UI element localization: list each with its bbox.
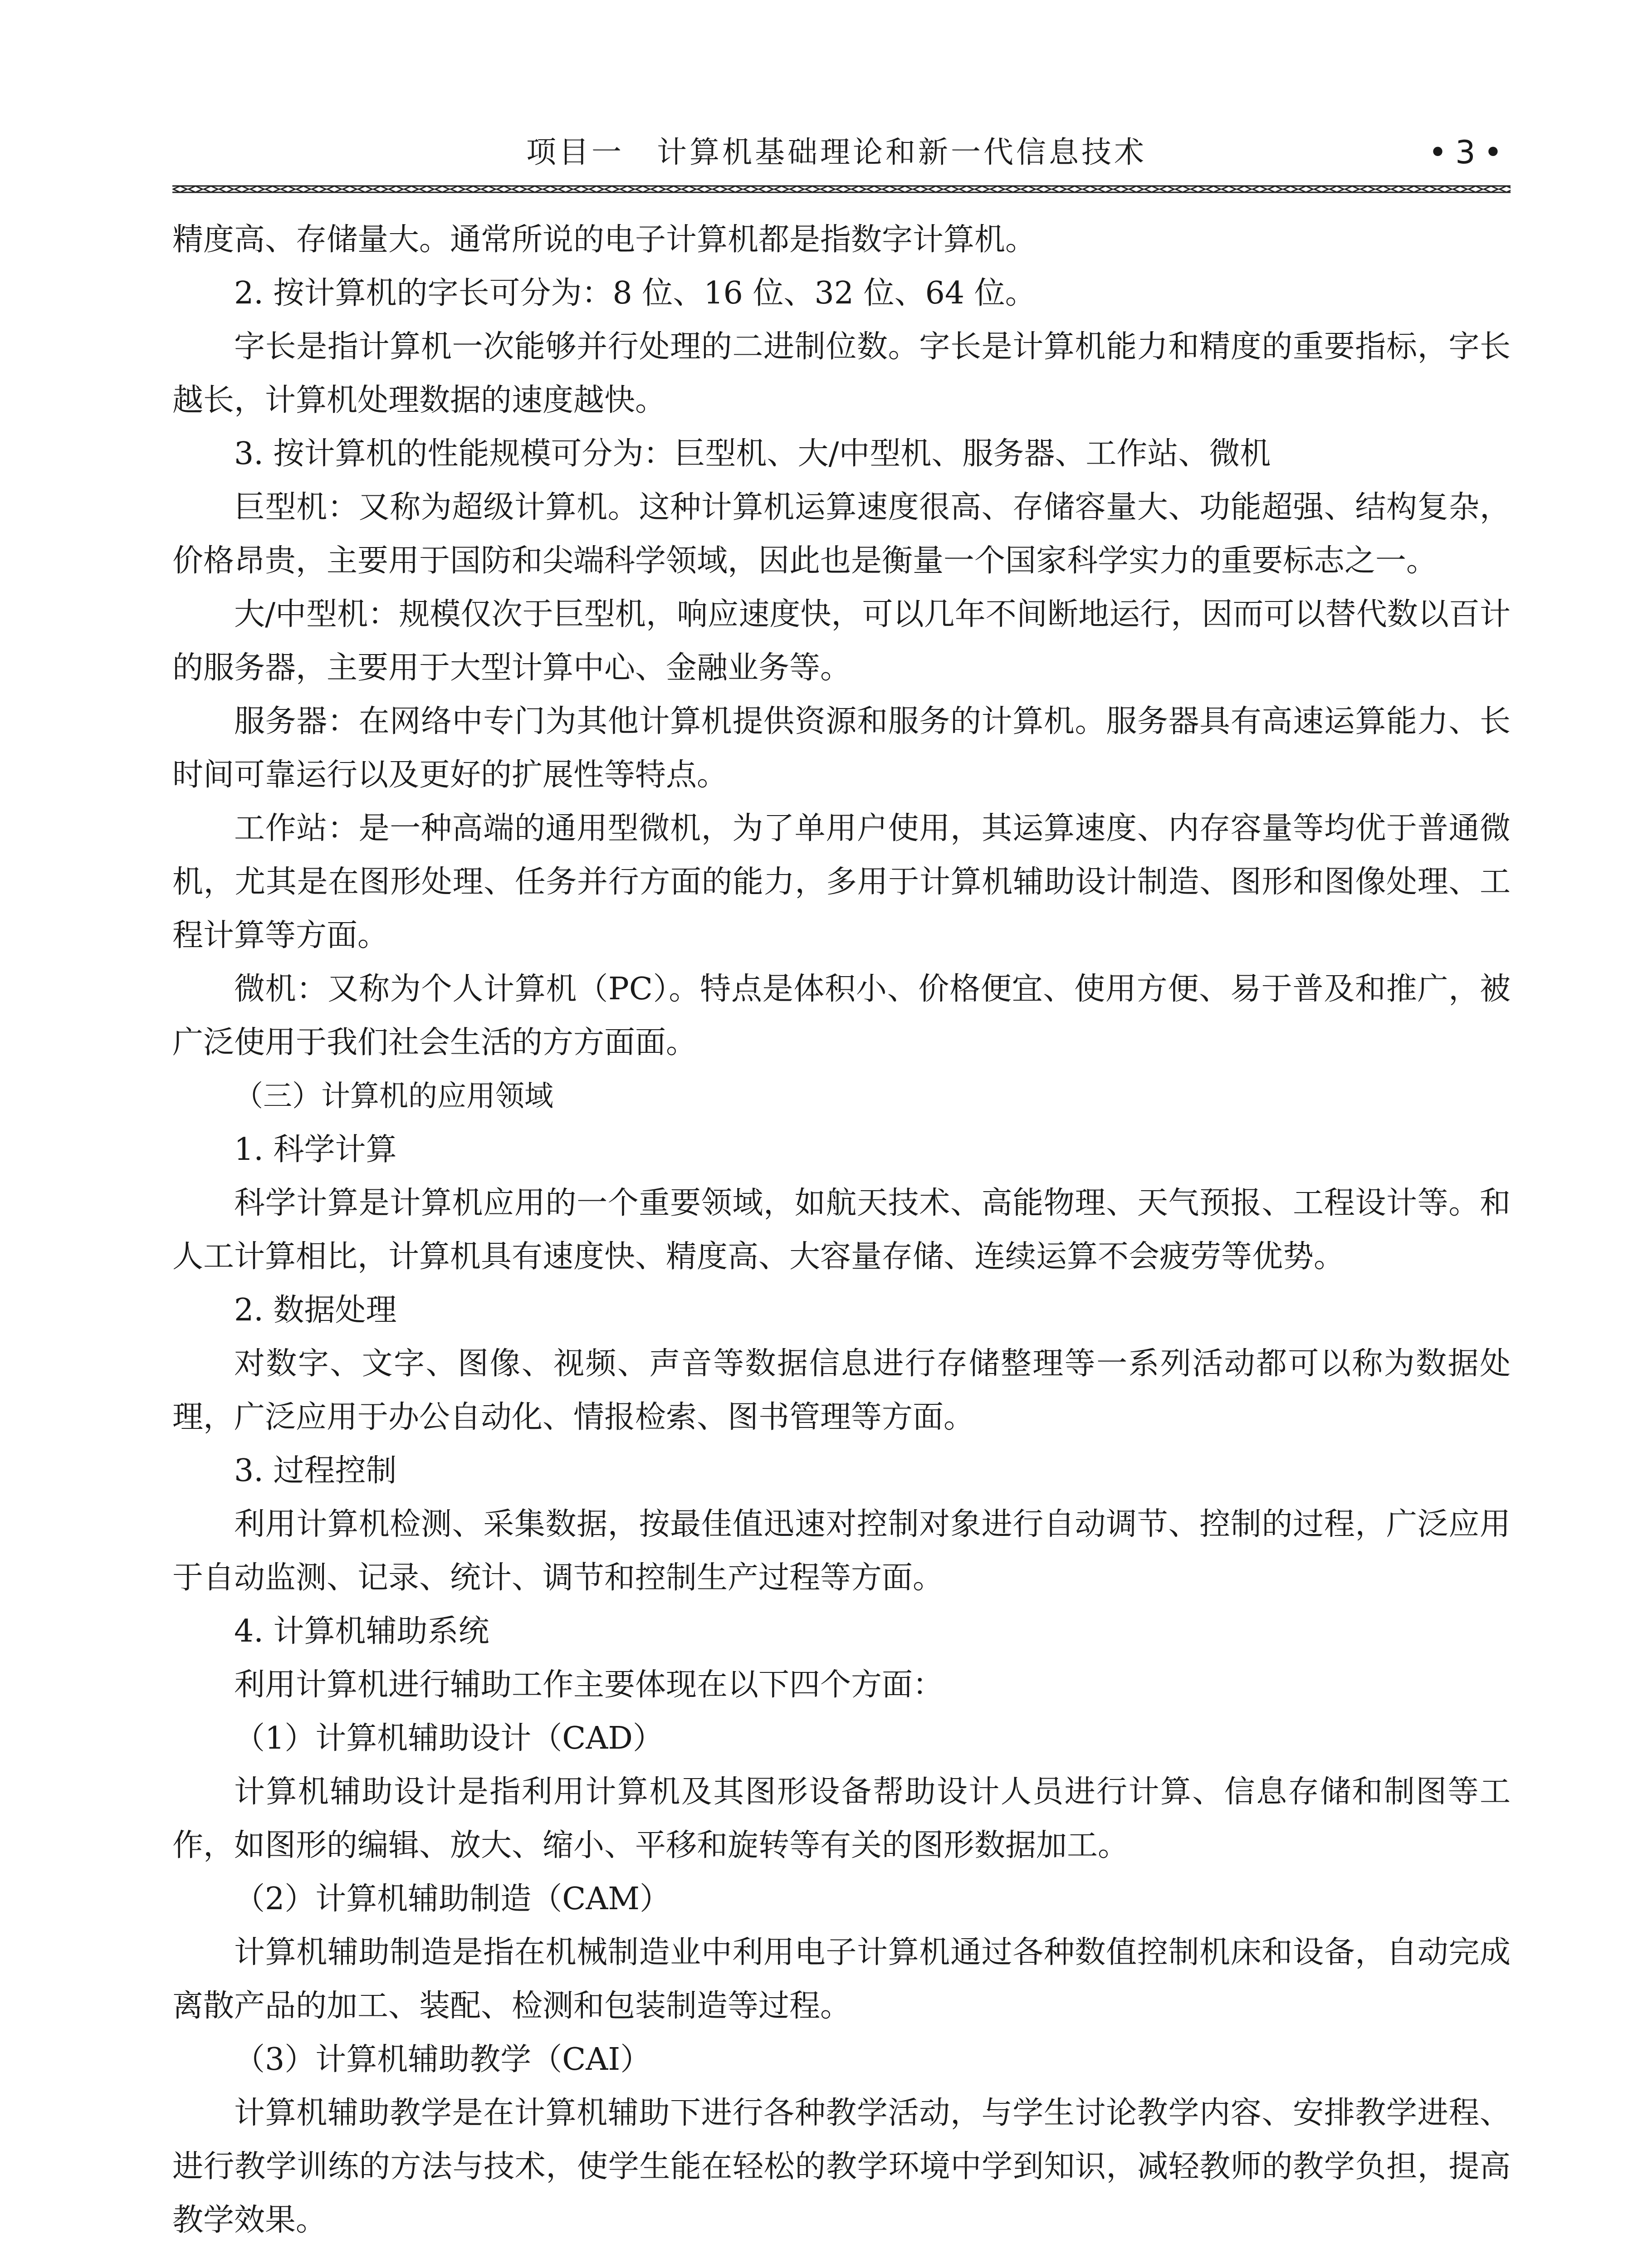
process-control-text: 利用计算机检测、采集数据，按最佳值迅速对控制对象进行自动调节、控制的过程，广泛应用于自动监测、记录、统计、调节和控制生产过程等方面。	[172, 1506, 1511, 1596]
heading-process-control: 3. 过程控制	[234, 1453, 397, 1489]
supercomputer-description: 巨型机：又称为超级计算机。这种计算机运算速度很高、存储容量大、功能超强、结构复杂，价格昂贵，主要用于国防和尖端科学领域，因此也是衡量一个国家科学实力的重要标志之一。	[172, 489, 1511, 579]
heading-scientific-computing: 1. 科学计算	[234, 1132, 397, 1168]
workstation-description: 工作站：是一种高端的通用型微机，为了单用户使用，其运算速度、内存容量等均优于普通微机，尤其是在图形处理、任务并行方面的能力，多用于计算机辅助设计制造、图形和图像处理、工程计算等方面。	[172, 811, 1511, 953]
mainframe-description: 大/中型机：规模仅次于巨型机，响应速度快，可以几年不间断地运行，因而可以替代数以百计的服务器，主要用于大型计算中心、金融业务等。	[172, 596, 1511, 686]
page-number: 3	[1455, 134, 1476, 171]
cad-text: 计算机辅助设计是指利用计算机及其图形设备帮助设计人员进行计算、信息存储和制图等工作，如图形的编辑、放大、缩小、平移和旋转等有关的图形数据加工。	[172, 1774, 1511, 1863]
scientific-computing-text: 科学计算是计算机应用的一个重要领域，如航天技术、高能物理、天气预报、工程设计等。和人工计算相比，计算机具有速度快、精度高、大容量存储、连续运算不会疲劳等优势。	[172, 1185, 1511, 1275]
heading-cam: （2）计算机辅助制造（CAM）	[234, 1881, 671, 1917]
heading-computer-aided-systems: 4. 计算机辅助系统	[234, 1613, 489, 1649]
cam-text: 计算机辅助制造是指在机械制造业中利用电子计算机通过各种数值控制机床和设备，自动完成离散产品的加工、装配、检测和包装制造等过程。	[172, 1935, 1511, 2024]
heading-cad: （1）计算机辅助设计（CAD）	[234, 1721, 664, 1756]
data-processing-text: 对数字、文字、图像、视频、声音等数据信息进行存储整理等一系列活动都可以称为数据处理，广泛应用于办公自动化、情报检索、图书管理等方面。	[172, 1346, 1511, 1435]
paragraph-continued: 精度高、存储量大。通常所说的电子计算机都是指数字计算机。	[172, 222, 1037, 258]
word-length-classification: 2. 按计算机的字长可分为：8 位、16 位、32 位、64 位。	[234, 275, 1036, 311]
chapter-title: 项目一 计算机基础理论和新一代信息技术	[526, 135, 1147, 170]
server-description: 服务器：在网络中专门为其他计算机提供资源和服务的计算机。服务器具有高速运算能力、长时间可靠运行以及更好的扩展性等特点。	[172, 704, 1511, 793]
running-header	[172, 131, 1511, 181]
page-number-block	[1420, 131, 1511, 174]
microcomputer-description: 微机：又称为个人计算机（PC）。特点是体积小、价格便宜、使用方便、易于普及和推广，被广泛使用于我们社会生活的方方面面。	[172, 971, 1511, 1061]
heading-data-processing: 2. 数据处理	[234, 1292, 397, 1328]
word-length-definition: 字长是指计算机一次能够并行处理的二进制位数。字长是计算机能力和精度的重要指标，字长越长，计算机处理数据的速度越快。	[172, 329, 1511, 418]
performance-classification: 3. 按计算机的性能规模可分为：巨型机、大/中型机、服务器、工作站、微机	[234, 436, 1271, 472]
page-number-dot-left: •	[1428, 134, 1447, 171]
cai-text: 计算机辅助教学是在计算机辅助下进行各种教学活动，与学生讨论教学内容、安排教学进程、进行教学训练的方法与技术，使学生能在轻松的教学环境中学到知识，减轻教师的教学负担，提高教学效果。	[172, 2095, 1511, 2238]
section-heading-applications: （三）计算机的应用领域	[234, 1080, 553, 1113]
heading-cai: （3）计算机辅助教学（CAI）	[234, 2042, 651, 2077]
body-text	[172, 213, 1511, 2247]
page-number-dot-right: •	[1483, 134, 1502, 171]
computer-aided-intro: 利用计算机进行辅助工作主要体现在以下四个方面：	[234, 1667, 944, 1703]
decorative-header-rule	[172, 185, 1511, 193]
